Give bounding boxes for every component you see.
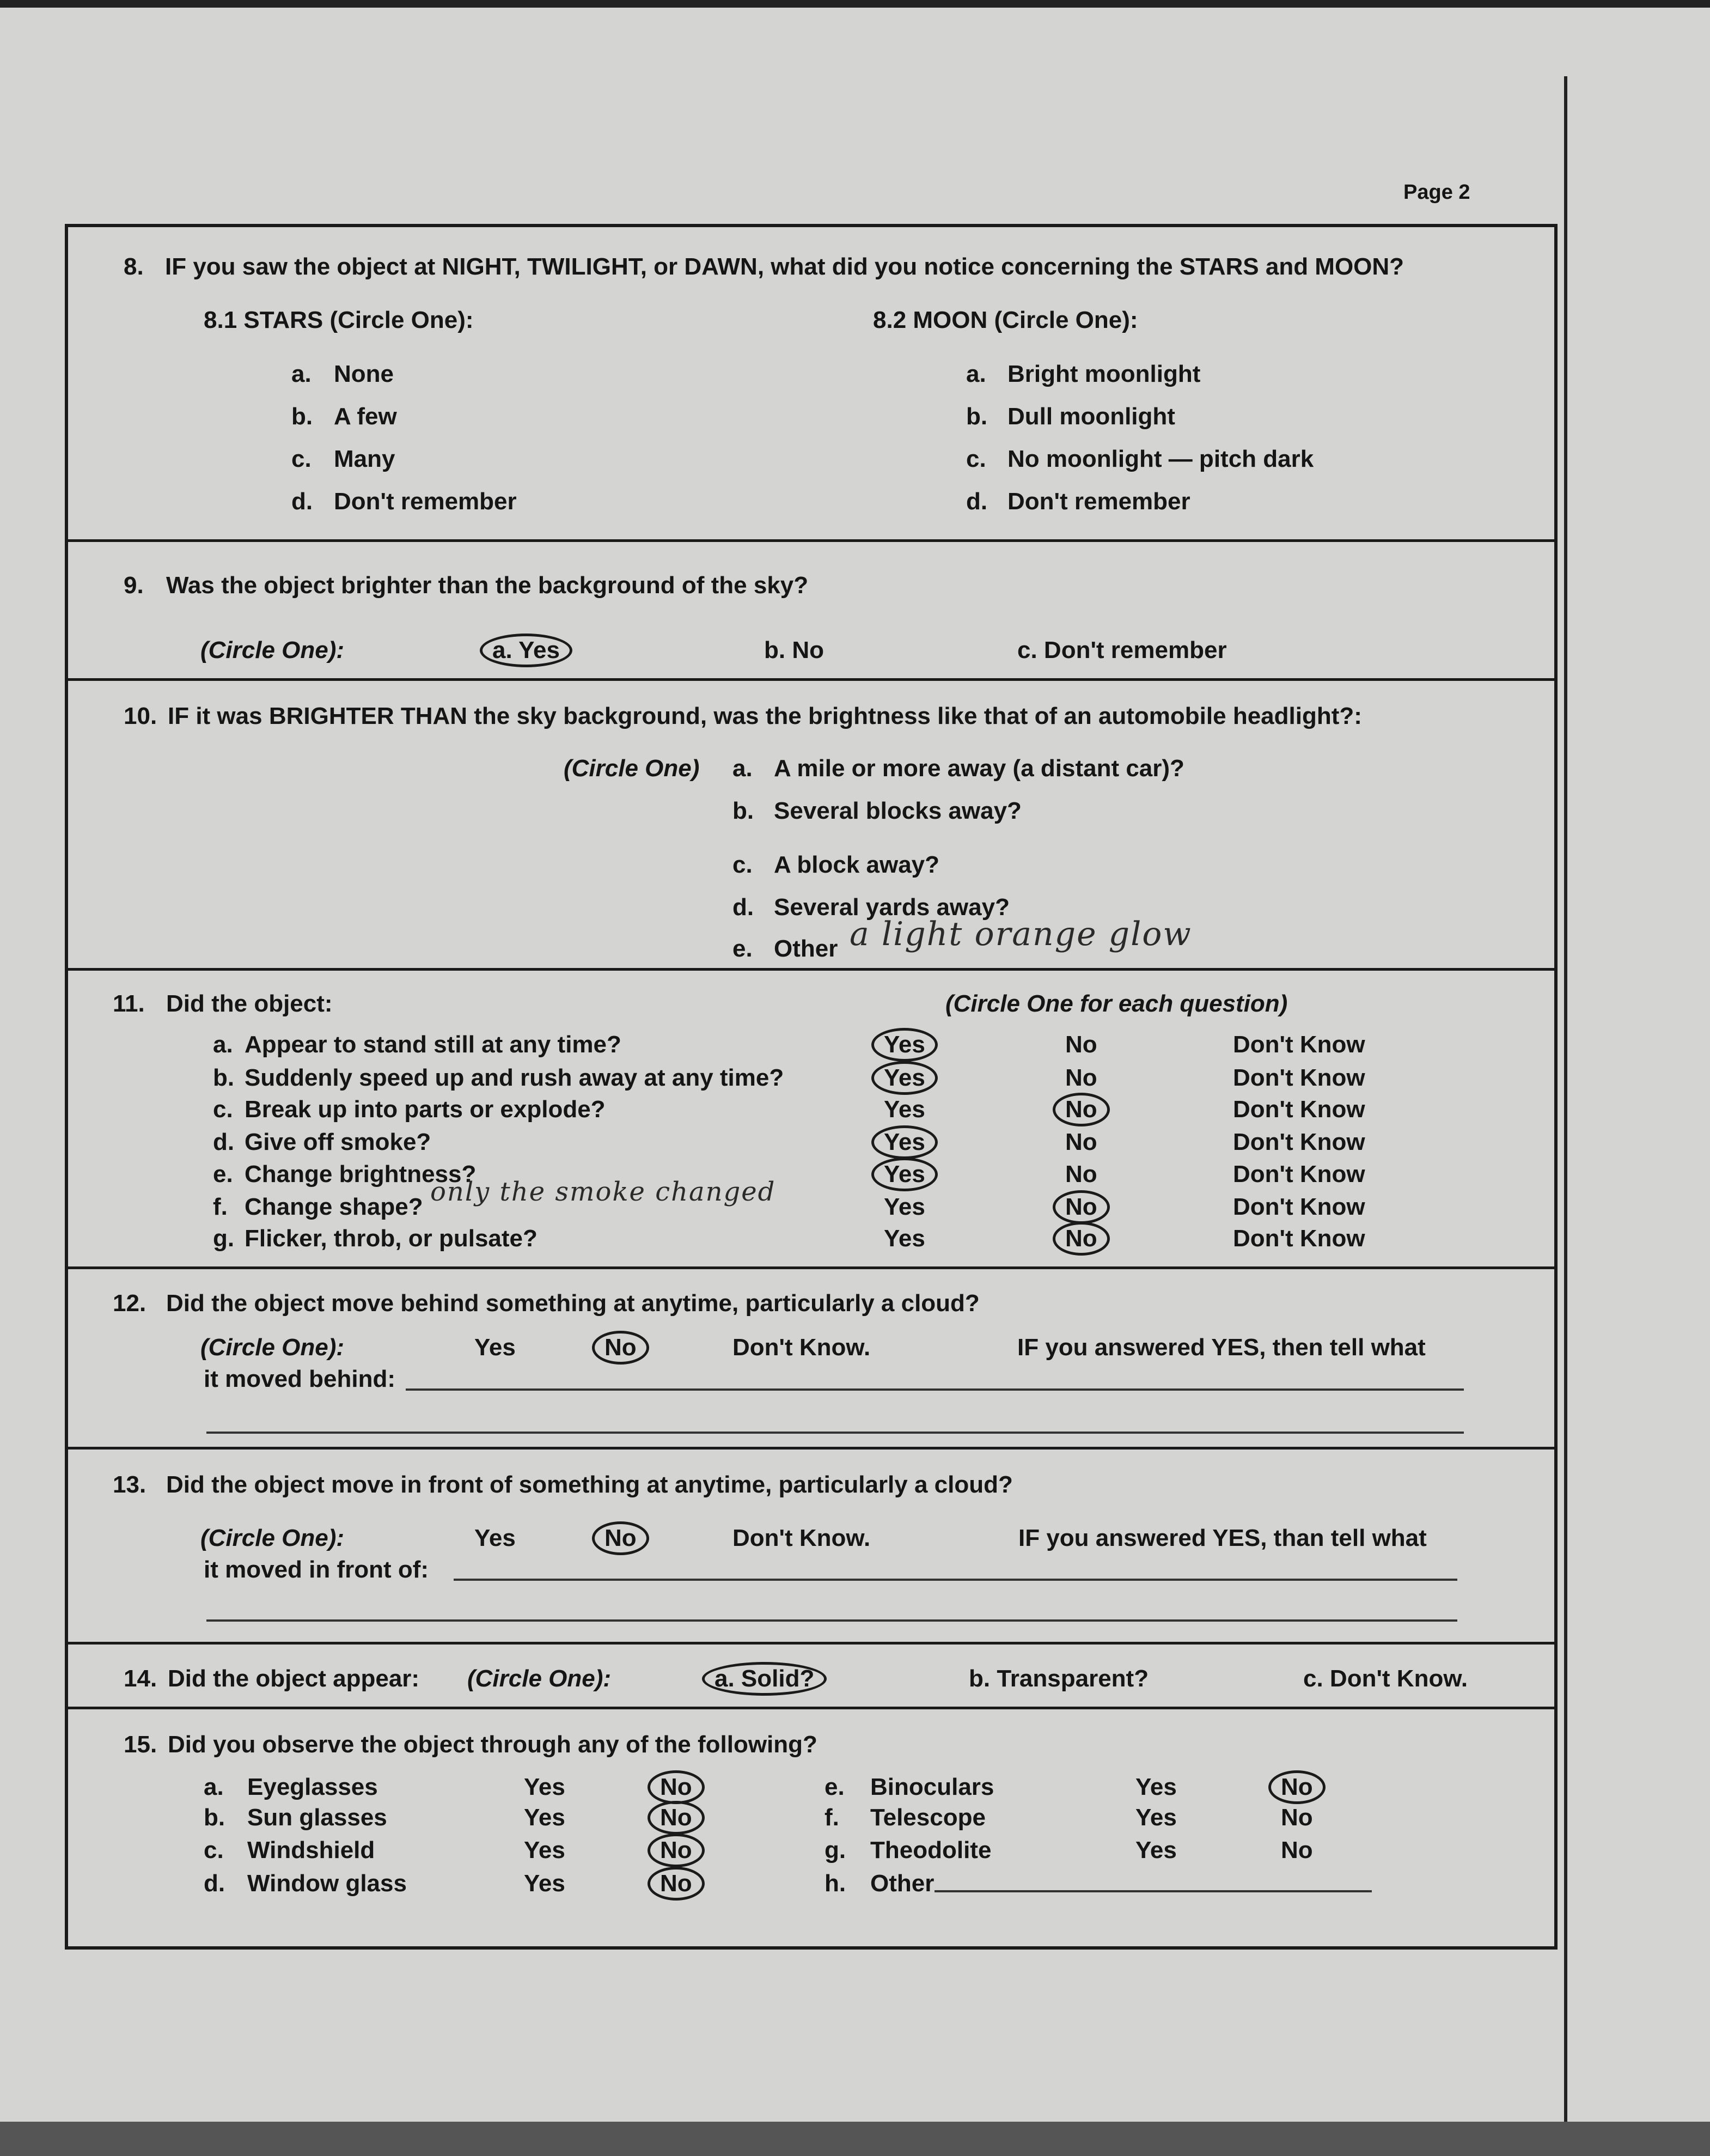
q11-item-letter[interactable]: f. (213, 1193, 228, 1220)
q11-answer-dont-know[interactable]: Don't Know (1233, 1096, 1365, 1123)
divider (65, 968, 1558, 971)
circled-answer[interactable]: Yes (871, 1125, 938, 1159)
q11-answer-no[interactable]: No (1065, 1031, 1097, 1058)
moon-option-letter[interactable]: c. (966, 446, 986, 472)
q12-number: 12. (113, 1290, 146, 1317)
q10-option-letter[interactable]: c. (732, 851, 753, 878)
stars-option[interactable]: Many (334, 446, 395, 472)
q11-item-letter[interactable]: a. (213, 1031, 233, 1058)
circled-answer[interactable]: Yes (871, 1158, 938, 1191)
q12-circle-label: (Circle One): (200, 1334, 345, 1361)
q15-item-label[interactable]: Telescope (870, 1804, 986, 1831)
q11-answer-no[interactable]: No (1065, 1064, 1097, 1091)
q11-number: 11. (113, 990, 145, 1017)
circled-answer[interactable]: No (1053, 1222, 1110, 1256)
q9-question: Was the object brighter than the background of the sky? (166, 572, 809, 599)
circled-answer[interactable]: No (648, 1867, 705, 1901)
q13-yes[interactable]: Yes (474, 1525, 516, 1551)
q10-other-handwritten[interactable]: a light orange glow (850, 915, 1192, 953)
stars-option[interactable]: A few (334, 403, 397, 430)
circled-answer[interactable]: Yes (871, 1028, 938, 1062)
divider (65, 678, 1558, 681)
q10-option[interactable]: Several blocks away? (774, 797, 1022, 824)
q11-answer-dont-know[interactable]: Don't Know (1233, 1161, 1365, 1187)
divider (65, 539, 1558, 542)
q15-item-letter[interactable]: a. (204, 1774, 224, 1800)
q15-item-label[interactable]: Other (870, 1870, 935, 1897)
q10-option-letter[interactable]: b. (732, 797, 754, 824)
q11-answer-no[interactable]: No (1065, 1161, 1097, 1187)
q11-item-letter[interactable]: g. (213, 1225, 235, 1252)
q15-answer-yes[interactable]: Yes (1135, 1804, 1177, 1831)
q15-answer-no[interactable] (660, 1773, 705, 1804)
page-number: Page 2 (1403, 181, 1470, 204)
q8-stars-heading: 8.1 STARS (Circle One): (204, 307, 474, 333)
q9-circle-label: (Circle One): (200, 637, 345, 663)
stars-option-letter[interactable]: d. (291, 488, 313, 515)
q14-option-dont-know[interactable]: c. Don't Know. (1303, 1665, 1468, 1692)
q13-no[interactable] (604, 1524, 649, 1555)
q10-option[interactable]: A block away? (774, 851, 940, 878)
q11-item-letter[interactable]: d. (213, 1129, 235, 1155)
circled-answer[interactable]: No (648, 1770, 705, 1804)
q8-moon-heading: 8.2 MOON (Circle One): (873, 307, 1138, 333)
q15-item-letter[interactable]: f. (825, 1804, 839, 1831)
q11-item-question[interactable]: Change brightness? (245, 1161, 477, 1187)
q10-option-letter[interactable]: d. (732, 894, 754, 921)
q14-question: Did the object appear: (168, 1665, 420, 1692)
q13-question: Did the object move in front of something at anytime, particularly a cloud? (166, 1471, 1013, 1498)
q13-dont-know[interactable]: Don't Know. (732, 1525, 871, 1551)
q13-circle-label: (Circle One): (200, 1525, 345, 1551)
q11-answer-yes[interactable]: Yes (884, 1193, 925, 1220)
q13-answer-line-1[interactable] (454, 1579, 1457, 1581)
circled-answer[interactable]: No (648, 1834, 705, 1867)
q10-circle-label: (Circle One) (564, 755, 700, 782)
q10-number: 10. (124, 703, 157, 729)
q15-answer-no[interactable] (660, 1869, 705, 1901)
q15-answer-yes[interactable]: Yes (524, 1837, 565, 1863)
q10-option[interactable]: A mile or more away (a distant car)? (774, 755, 1184, 782)
q15-answer-yes[interactable]: Yes (524, 1774, 565, 1800)
q12-yes[interactable]: Yes (474, 1334, 516, 1361)
circled-answer[interactable]: No (648, 1801, 705, 1835)
q11-answer-dont-know[interactable]: Don't Know (1233, 1031, 1365, 1058)
circled-answer[interactable]: No (1053, 1093, 1110, 1126)
q11-answer-no[interactable] (1065, 1095, 1110, 1126)
q13-answer-line-2[interactable] (206, 1619, 1457, 1622)
q11-answer-no[interactable] (1065, 1193, 1110, 1224)
q11-answer-dont-know[interactable]: Don't Know (1233, 1193, 1365, 1220)
q11-answer-yes[interactable] (884, 1128, 938, 1159)
circled-answer[interactable]: No (1053, 1190, 1110, 1224)
moon-option[interactable]: Don't remember (1007, 488, 1190, 515)
q12-answer-line-1[interactable] (406, 1388, 1464, 1391)
q15-answer-yes[interactable]: Yes (524, 1870, 565, 1897)
q13-number: 13. (113, 1471, 146, 1498)
q11-item-question[interactable]: Flicker, throb, or pulsate? (245, 1225, 538, 1252)
stars-option[interactable]: Don't remember (334, 488, 517, 515)
q10-question: IF it was BRIGHTER THAN the sky background, was the brightness like that of an automobile headlight?: (168, 703, 1362, 729)
divider (65, 1707, 1558, 1709)
q8-number: 8. (124, 253, 144, 280)
q15-number: 15. (124, 1731, 157, 1758)
moon-option[interactable]: Bright moonlight (1007, 361, 1201, 387)
divider (65, 1266, 1558, 1269)
q10-option[interactable]: Several yards away? (774, 894, 1010, 921)
q12-question: Did the object move behind something at anytime, particularly a cloud? (166, 1290, 980, 1317)
q15-item-letter[interactable]: b. (204, 1804, 225, 1831)
q9-option-no[interactable]: b. No (764, 637, 824, 663)
q11-circle-label: (Circle One for each question) (945, 990, 1288, 1017)
moon-option[interactable]: No moonlight — pitch dark (1007, 446, 1314, 472)
stars-option-letter[interactable]: b. (291, 403, 313, 430)
stars-option-letter[interactable]: a. (291, 361, 312, 387)
q15-item-label[interactable]: Binoculars (870, 1774, 994, 1800)
stars-option[interactable]: None (334, 361, 394, 387)
q14-option-transparent[interactable]: b. Transparent? (969, 1665, 1149, 1692)
q15-item-label[interactable]: Window glass (247, 1870, 407, 1897)
q8-question: IF you saw the object at NIGHT, TWILIGHT, or DAWN, what did you notice concerning the STARS and MOON? (165, 253, 1404, 280)
q15-item-label[interactable]: Theodolite (870, 1837, 992, 1863)
moon-option-letter[interactable]: a. (966, 361, 986, 387)
divider (65, 1642, 1558, 1645)
q11-item-question[interactable]: Give off smoke? (245, 1129, 431, 1155)
q10-option-letter[interactable]: a. (732, 755, 753, 782)
q12-no[interactable] (604, 1333, 649, 1365)
q12-dont-know[interactable]: Don't Know. (732, 1334, 871, 1361)
q15-item-label[interactable]: Sun glasses (247, 1804, 387, 1831)
q15-answer-yes[interactable]: Yes (1135, 1774, 1177, 1800)
q15-answer-no[interactable]: No (1281, 1837, 1313, 1863)
q14-number: 14. (124, 1665, 157, 1692)
q9-option-dont-remember[interactable]: c. Don't remember (1017, 637, 1227, 663)
q11-question: Did the object: (166, 990, 333, 1017)
q15-answer-no[interactable]: No (1281, 1804, 1313, 1831)
q15-item-label[interactable]: Eyeglasses (247, 1774, 378, 1800)
q15-item-letter[interactable]: d. (204, 1870, 225, 1897)
q15-item-label[interactable]: Windshield (247, 1837, 375, 1863)
q11-answer-yes[interactable]: Yes (884, 1225, 925, 1252)
q15-item-letter[interactable]: c. (204, 1837, 224, 1863)
q10-option[interactable]: Other (774, 935, 838, 962)
q11-item-letter[interactable]: e. (213, 1161, 233, 1187)
q11-answer-no[interactable] (1065, 1225, 1110, 1256)
q11-answer-yes[interactable] (884, 1064, 938, 1095)
q15-answer-yes[interactable]: Yes (524, 1804, 565, 1831)
q12-followup: IF you answered YES, then tell what (1017, 1334, 1426, 1361)
circled-answer[interactable]: No (592, 1521, 649, 1555)
q11-answer-dont-know[interactable]: Don't Know (1233, 1064, 1365, 1091)
q11-item-letter[interactable]: b. (213, 1064, 235, 1091)
circled-answer[interactable]: Yes (871, 1061, 938, 1095)
q9-number: 9. (124, 572, 144, 599)
q11-answer-yes[interactable] (884, 1160, 938, 1191)
q11-item-question[interactable]: Suddenly speed up and rush away at any time? (245, 1064, 784, 1091)
q10-option-letter[interactable]: e. (732, 935, 753, 962)
moon-option[interactable]: Dull moonlight (1007, 403, 1175, 430)
circled-answer[interactable]: No (592, 1331, 649, 1365)
circled-answer[interactable]: a. Solid? (702, 1662, 827, 1696)
q11-item-question[interactable]: Appear to stand still at any time? (245, 1031, 621, 1058)
q11-item-letter[interactable]: c. (213, 1096, 233, 1123)
q12-followup-label: it moved behind: (204, 1366, 395, 1392)
q15-question: Did you observe the object through any of the following? (168, 1731, 817, 1758)
scan-top-edge (0, 0, 1710, 8)
divider (65, 1447, 1558, 1449)
q15-item-letter[interactable]: e. (825, 1774, 845, 1800)
q11-answer-yes[interactable]: Yes (884, 1096, 925, 1123)
scan-bottom-edge (0, 2122, 1710, 2156)
circled-answer[interactable]: No (1268, 1770, 1326, 1804)
q11-answer-no[interactable]: No (1065, 1129, 1097, 1155)
q11-f-handwritten-note[interactable]: only the smoke changed (430, 1177, 776, 1207)
q11-item-question[interactable]: Change shape? (245, 1193, 423, 1220)
q14-option-solid[interactable] (714, 1665, 827, 1696)
q11-answer-dont-know[interactable]: Don't Know (1233, 1129, 1365, 1155)
q11-item-question[interactable]: Break up into parts or explode? (245, 1096, 606, 1123)
q11-answer-dont-know[interactable]: Don't Know (1233, 1225, 1365, 1252)
q15-answer-no[interactable] (660, 1804, 705, 1835)
scan-right-edge (1564, 76, 1567, 2124)
q14-circle-label: (Circle One): (467, 1665, 612, 1692)
q15-answer-yes[interactable]: Yes (1135, 1837, 1177, 1863)
q15-answer-no[interactable] (1281, 1773, 1326, 1804)
stars-option-letter[interactable]: c. (291, 446, 312, 472)
q15-item-letter[interactable]: g. (825, 1837, 846, 1863)
q11-answer-yes[interactable] (884, 1031, 938, 1062)
q9-option-yes[interactable] (492, 636, 572, 667)
q13-followup: IF you answered YES, than tell what (1018, 1525, 1427, 1551)
q15-answer-no[interactable] (660, 1836, 705, 1867)
q13-followup-label: it moved in front of: (204, 1556, 429, 1583)
moon-option-letter[interactable]: b. (966, 403, 988, 430)
q15-item-letter[interactable]: h. (825, 1870, 846, 1897)
q15-other-line[interactable] (935, 1890, 1372, 1892)
moon-option-letter[interactable]: d. (966, 488, 988, 515)
q12-answer-line-2[interactable] (206, 1432, 1464, 1434)
circled-answer[interactable]: a. Yes (480, 634, 572, 667)
